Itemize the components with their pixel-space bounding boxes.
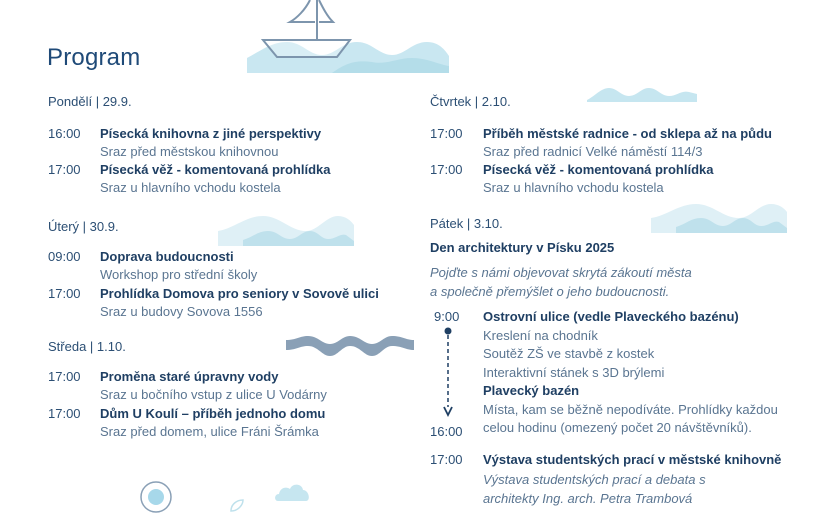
event-title: Prohlídka Domova pro seniory v Sovově ulici — [100, 286, 379, 301]
event-detail: Sraz u hlavního vchodu kostela — [483, 180, 664, 195]
event-title: Písecká knihovna z jiné perspektivy — [100, 126, 322, 141]
event-title: Dům U Koulí – příběh jednoho domu — [100, 406, 326, 421]
wave-decoration — [218, 213, 354, 248]
timeline-arrow-icon — [442, 327, 454, 417]
ostrovni-item: Kreslení na chodník — [483, 327, 598, 343]
bazen-title: Plavecký bazén — [483, 383, 580, 398]
vystava-block — [483, 451, 781, 508]
ostrovni-item: Soutěž ZŠ ve stavbě z kostek — [483, 346, 655, 361]
bazen-detail: celou hodinu (omezený počet 20 návštěvníků). — [483, 420, 752, 435]
event-time: 17:00 — [430, 126, 463, 141]
wave-decoration — [651, 202, 787, 235]
event-detail: Workshop pro střední školy — [100, 267, 258, 282]
event-title: Příběh městské radnice - od sklepa až na půdu — [483, 126, 772, 141]
event-title: Proměna staré úpravny vody — [100, 369, 279, 384]
friday-intro-line-2: a společně přemýšlet o jeho budoucnosti. — [430, 284, 670, 299]
event-title: Písecká věž - komentovaná prohlídka — [483, 162, 714, 177]
cloud-icon — [274, 482, 312, 502]
vystava-detail: architekty Ing. arch. Petra Trambová — [483, 490, 693, 506]
day-label-wednesday: Středa | 1.10. — [48, 339, 126, 354]
bazen-detail: Místa, kam se běžně nepodíváte. Prohlídky každou — [483, 401, 778, 417]
event-detail: Sraz u budovy Sovova 1556 — [100, 304, 263, 319]
event-detail: Sraz před radnicí Velké náměstí 114/3 — [483, 144, 703, 159]
day-label-monday: Pondělí | 29.9. — [48, 94, 132, 109]
friday-intro-line-1: Pojďte s námi objevovat skrytá zákoutí města — [430, 265, 692, 280]
event-time: 17:00 — [430, 452, 463, 467]
page-title: Program — [47, 44, 141, 71]
vystava-detail: Výstava studentských prací a debata s — [483, 471, 706, 487]
vystava-title: Výstava studentských prací v městské knihovně — [483, 452, 782, 467]
ostrovni-block — [483, 308, 778, 438]
friday-heading: Den architektury v Písku 2025 — [430, 240, 615, 255]
wave-decoration — [587, 86, 697, 102]
event-time: 17:00 — [48, 406, 81, 421]
span-end-time: 16:00 — [430, 424, 463, 439]
day-label-tuesday: Úterý | 30.9. — [48, 219, 119, 234]
span-start-time: 9:00 — [434, 309, 460, 324]
event-time: 17:00 — [48, 286, 81, 301]
event-detail: Sraz před domem, ulice Fráni Šrámka — [100, 424, 319, 439]
event-time: 09:00 — [48, 249, 81, 264]
event-detail: Sraz před městskou knihovnou — [100, 144, 279, 159]
ostrovni-title: Ostrovní ulice (vedle Plaveckého bazénu) — [483, 309, 739, 324]
dark-wave-decoration — [286, 336, 414, 360]
event-detail: Sraz u bočního vstup z ulice U Vodárny — [100, 387, 327, 402]
event-time: 17:00 — [48, 369, 81, 384]
ostrovni-item: Interaktivní stánek s 3D brýlemi — [483, 364, 665, 380]
event-time: 17:00 — [430, 162, 463, 177]
day-label-thursday: Čtvrtek | 2.10. — [430, 94, 511, 109]
day-label-friday: Pátek | 3.10. — [430, 216, 503, 231]
leaf-icon — [229, 499, 245, 511]
event-detail: Sraz u hlavního vchodu kostela — [100, 180, 281, 195]
sailboat-illustration — [247, 0, 452, 76]
event-title: Doprava budoucnosti — [100, 249, 234, 264]
event-title: Písecká věž - komentovaná prohlídka — [100, 162, 331, 177]
event-time: 16:00 — [48, 126, 81, 141]
event-time: 17:00 — [48, 162, 81, 177]
